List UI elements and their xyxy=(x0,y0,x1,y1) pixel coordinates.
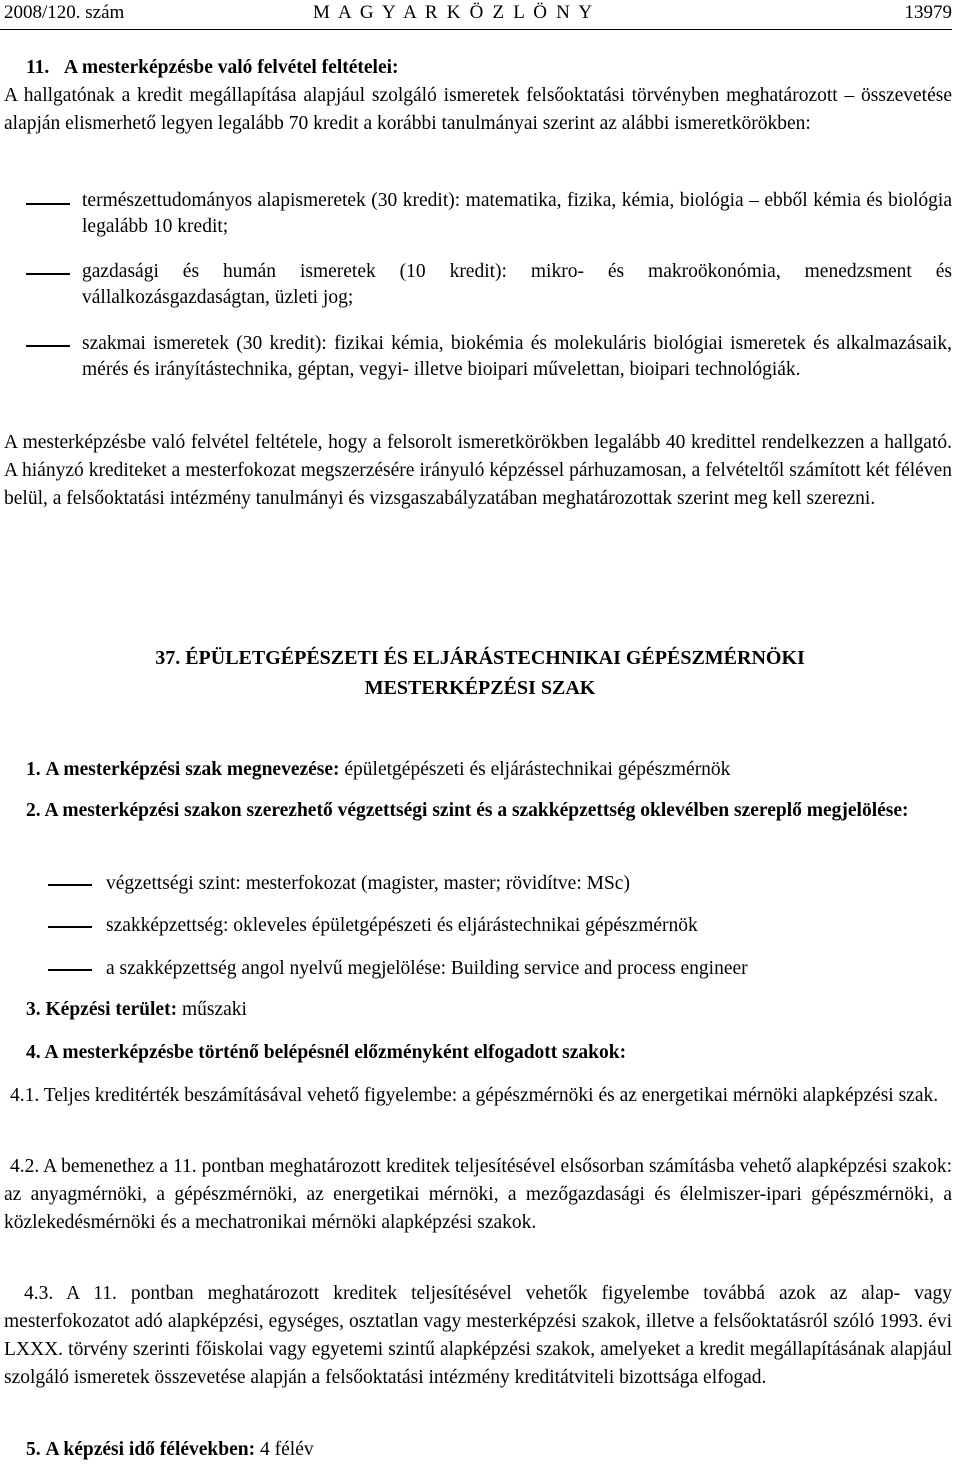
list-item: természettudományos alapismeretek (30 kredit): matematika, fizika, kémia, biológia – ebből kémia és biológia legalább 10 kredit; xyxy=(82,190,952,237)
point-1-label: A mesterképzési szak megnevezése: xyxy=(45,759,340,780)
list-item: szakmai ismeretek (30 kredit): fizikai kémia, biokémia és molekuláris biológiai ismeretek és alkalmazásaik, mérés és irányítástechnika, géptan, vegyi- illetve bioipari művelettan, bioipari technológiák. xyxy=(82,333,952,380)
point-1-value: épületgépészeti és eljárástechnikai gépészmérnök xyxy=(344,759,731,780)
point-2-number: 2. xyxy=(26,800,41,821)
dash-bullet xyxy=(26,345,70,347)
section-11-closing: A mesterképzésbe való felvétel feltétele, hogy a felsorolt ismeretkörökben legalább 40 kredittel rendelkezzen a hallgató. A hiányzó krediteket a mesterfokozat megszerzésére irányuló képzéssel párhuzamosan, a felvételtől számított két féléven belül, a felsőoktatási intézmény tanulmányi és vizsgaszabályzatában meghatározottak szerint meg kell szerezni. xyxy=(4,432,952,509)
point-5-value: 4 félév xyxy=(260,1439,314,1460)
point-3-label: Képzési terület: xyxy=(45,999,178,1020)
section-37-title-line1: 37. ÉPÜLETGÉPÉSZETI ÉS ELJÁRÁSTECHNIKAI GÉPÉSZMÉRNÖKI xyxy=(155,647,805,669)
list-item: szakképzettség: okleveles épületgépészeti és eljárástechnikai gépészmérnök xyxy=(106,915,698,936)
section-37-title-line2: MESTERKÉPZÉSI SZAK xyxy=(364,677,596,699)
point-2-label: A mesterképzési szakon szerezhető végzettségi szint és a szakképzettség oklevélben szereplő megjelölése: xyxy=(44,800,909,821)
point-5 xyxy=(26,1436,952,1464)
list-item: a szakképzettség angol nyelvű megjelölése: Building service and process engineer xyxy=(106,958,748,979)
point-3-value: műszaki xyxy=(181,999,247,1020)
dash-bullet xyxy=(26,273,70,275)
point-3 xyxy=(26,996,952,1024)
journal-title: M A G Y A R K Ö Z L Ö N Y xyxy=(313,2,595,23)
dash-bullet xyxy=(48,884,92,886)
point-5-number: 5. xyxy=(26,1439,41,1460)
point-3-number: 3. xyxy=(26,999,41,1020)
point-4-label: A mesterképzésbe történő belépésnél előzményként elfogadott szakok: xyxy=(44,1042,627,1063)
section-11-heading xyxy=(26,54,946,82)
point-5-label: A képzési idő félévekben: xyxy=(45,1439,256,1460)
point-4 xyxy=(26,1039,952,1067)
point-2 xyxy=(4,797,952,825)
dash-bullet xyxy=(48,969,92,971)
page-number: 13979 xyxy=(904,2,952,23)
list-item: gazdasági és humán ismeretek (10 kredit): mikro- és makroökonómia, menedzsment és vállalkozásgazdaságtan, üzleti jog; xyxy=(82,261,952,308)
dash-bullet xyxy=(26,203,70,205)
issue-number: 2008/120. szám xyxy=(4,2,125,23)
point-4-1: 4.1. Teljes kreditérték beszámításával vehető figyelembe: a gépészmérnöki és az energetikai mérnöki alapképzési szak. xyxy=(10,1085,939,1106)
dash-bullet xyxy=(48,926,92,928)
point-1 xyxy=(26,756,952,784)
point-4-2: 4.2. A bemenethez a 11. pontban meghatározott kreditek teljesítésével elsősorban számításba vehető alapképzési szakok: az anyagmérnöki, a gépészmérnöki, az energetikai mérnöki, a mezőgazdasági és élelmiszer-ipari gépészmérnöki, a közlekedésmérnöki és a mechatronikai mérnöki alapképzési szakok. xyxy=(4,1156,952,1233)
section-11-intro: A hallgatónak a kredit megállapítása alapjául szolgáló ismeretek felsőoktatási törvényben meghatározott – összevetése alapján elismerhető legyen legalább 70 kredit a korábbi tanulmányai szerint az alábbi ismeretkörökben: xyxy=(4,85,952,134)
point-4-number: 4. xyxy=(26,1042,41,1063)
list-item: végzettségi szint: mesterfokozat (magister, master; rövidítve: MSc) xyxy=(106,873,630,894)
section-11-number: 11. xyxy=(26,57,50,78)
header-rule xyxy=(0,29,952,30)
section-11-title: A mesterképzésbe való felvétel feltételei: xyxy=(63,57,399,78)
point-1-number: 1. xyxy=(26,759,41,780)
point-4-3: 4.3. A 11. pontban meghatározott kreditek teljesítésével vehetők figyelembe továbbá azok az alap- vagy mesterfokozatot adó alapképzési, egységes, osztatlan vagy mesterképzési szakok, illetve a felsőoktatásról szóló 1993. évi LXXX. törvény szerinti főiskolai vagy egyetemi szintű alapképzési szakok, amelyeket a kredit megállapításának alapjául szolgáló ismeretek összevetése alapján a felsőoktatási intézmény kreditátviteli bizottsága elfogad. xyxy=(4,1283,952,1388)
page-header xyxy=(0,0,952,26)
